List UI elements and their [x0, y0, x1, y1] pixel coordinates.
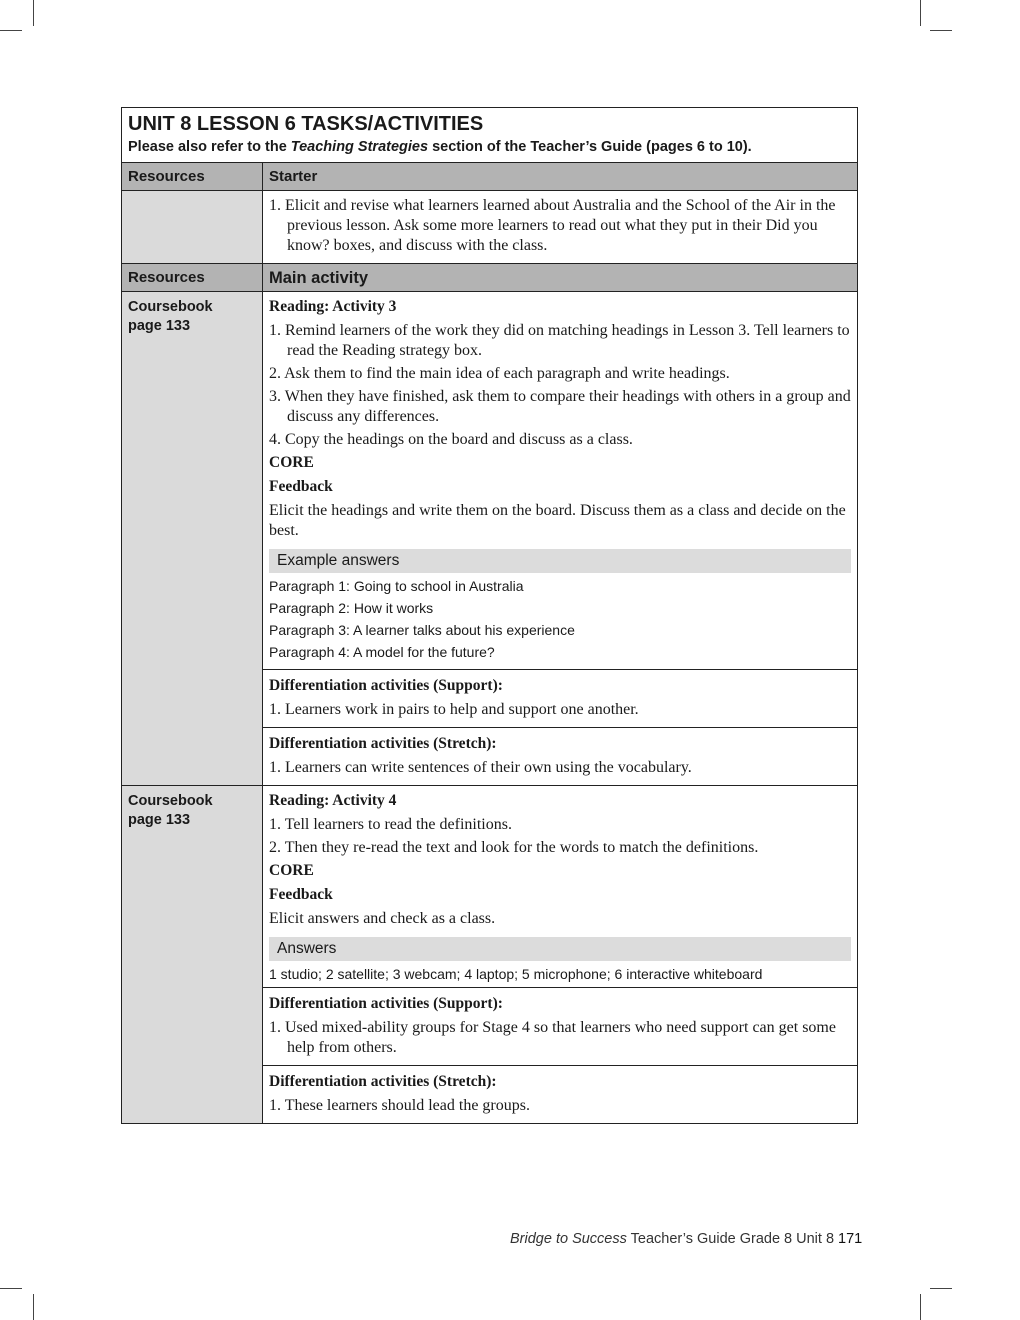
starter-resources-cell [122, 191, 263, 263]
example-answers-list [269, 573, 851, 663]
stretch-text: 1. Learners can write sentences of their own using the vocabulary. [269, 759, 692, 776]
lesson-subtitle: Please also refer to the Teaching Strategies section of the Teacher’s Guide (pages 6 to 10). [128, 139, 752, 155]
core-label: CORE [269, 862, 314, 879]
feedback-label: Feedback [269, 886, 333, 903]
resources-header: Resources [122, 264, 263, 291]
page-number: 171 [838, 1231, 863, 1247]
stretch-label: Differentiation activities (Stretch): [269, 1073, 497, 1090]
starter-header-row [122, 163, 857, 191]
starter-row [122, 191, 857, 264]
crop-mark [930, 30, 952, 31]
activity-heading: Reading: Activity 3 [269, 298, 397, 315]
activity3-content [263, 292, 857, 785]
example-answer: Paragraph 3: A learner talks about his experience [269, 622, 575, 638]
example-answers-label: Example answers [269, 549, 851, 573]
answers-label: Answers [269, 937, 851, 961]
activity-step: 1. Remind learners of the work they did on matching headings in Lesson 3. Tell learners to read the Reading strategy box. [269, 322, 850, 359]
resources-header: Resources [122, 163, 263, 190]
starter-content [263, 191, 857, 263]
lesson-title: UNIT 8 LESSON 6 TASKS/ACTIVITIES [128, 113, 484, 135]
resource-label: Coursebook page 133 [128, 299, 213, 334]
resource-label: Coursebook page 133 [128, 793, 213, 828]
activity3-support [263, 670, 857, 728]
crop-mark [930, 1288, 952, 1289]
activity3-stretch [263, 728, 857, 785]
activity4-content [263, 786, 857, 1123]
activity-step: 2. Ask them to find the main idea of each paragraph and write headings. [269, 365, 730, 382]
lesson-header [122, 108, 857, 163]
feedback-text: Elicit the headings and write them on the board. Discuss them as a class and decide on the best. [269, 502, 846, 539]
activity-step: 2. Then they re-read the text and look for the words to match the definitions. [269, 839, 759, 856]
page-footer [510, 1231, 862, 1247]
activity4-row [122, 786, 857, 1123]
activity3-main-block [263, 292, 857, 670]
support-label: Differentiation activities (Support): [269, 677, 503, 694]
footer-text: Teacher’s Guide Grade 8 Unit 8 [626, 1231, 835, 1247]
crop-mark [920, 0, 921, 26]
support-text: 1. Learners work in pairs to help and support one another. [269, 701, 639, 718]
example-answer: Paragraph 4: A model for the future? [269, 644, 495, 660]
activity4-resources [122, 786, 263, 1123]
support-text: 1. Used mixed-ability groups for Stage 4 so that learners who need support can get some help from others. [269, 1019, 836, 1056]
starter-item: 1. Elicit and revise what learners learned about Australia and the School of the Air in the previous lesson. Ask some more learners to read out what they put in their Did you know? boxes, and discuss with the class. [269, 197, 836, 254]
example-answer: Paragraph 2: How it works [269, 600, 434, 616]
feedback-text: Elicit answers and check as a class. [269, 910, 496, 927]
activity4-main-block [263, 786, 857, 988]
starter-header: Starter [269, 168, 318, 185]
support-label: Differentiation activities (Support): [269, 995, 503, 1012]
feedback-label: Feedback [269, 478, 333, 495]
lesson-table [121, 107, 858, 1124]
crop-mark [0, 30, 22, 31]
activity4-support [263, 988, 857, 1066]
stretch-text: 1. These learners should lead the groups. [269, 1097, 530, 1114]
core-label: CORE [269, 454, 314, 471]
activity-step: 4. Copy the headings on the board and discuss as a class. [269, 431, 633, 448]
stretch-label: Differentiation activities (Stretch): [269, 735, 497, 752]
main-activity-header: Main activity [269, 269, 369, 287]
activity3-row [122, 292, 857, 786]
activity4-stretch [263, 1066, 857, 1123]
answers-text: 1 studio; 2 satellite; 3 webcam; 4 laptop; 5 microphone; 6 interactive whiteboard [269, 966, 763, 982]
activity-step: 1. Tell learners to read the definitions. [269, 816, 512, 833]
crop-mark [33, 0, 34, 26]
crop-mark [0, 1288, 22, 1289]
activity-heading: Reading: Activity 4 [269, 792, 397, 809]
main-header-row [122, 264, 857, 292]
example-answer: Paragraph 1: Going to school in Australia [269, 578, 524, 594]
book-title: Bridge to Success [510, 1231, 627, 1247]
activity3-resources [122, 292, 263, 785]
crop-mark [33, 1294, 34, 1320]
crop-mark [920, 1294, 921, 1320]
activity-step: 3. When they have finished, ask them to compare their headings with others in a group and discuss any differences. [269, 388, 851, 425]
